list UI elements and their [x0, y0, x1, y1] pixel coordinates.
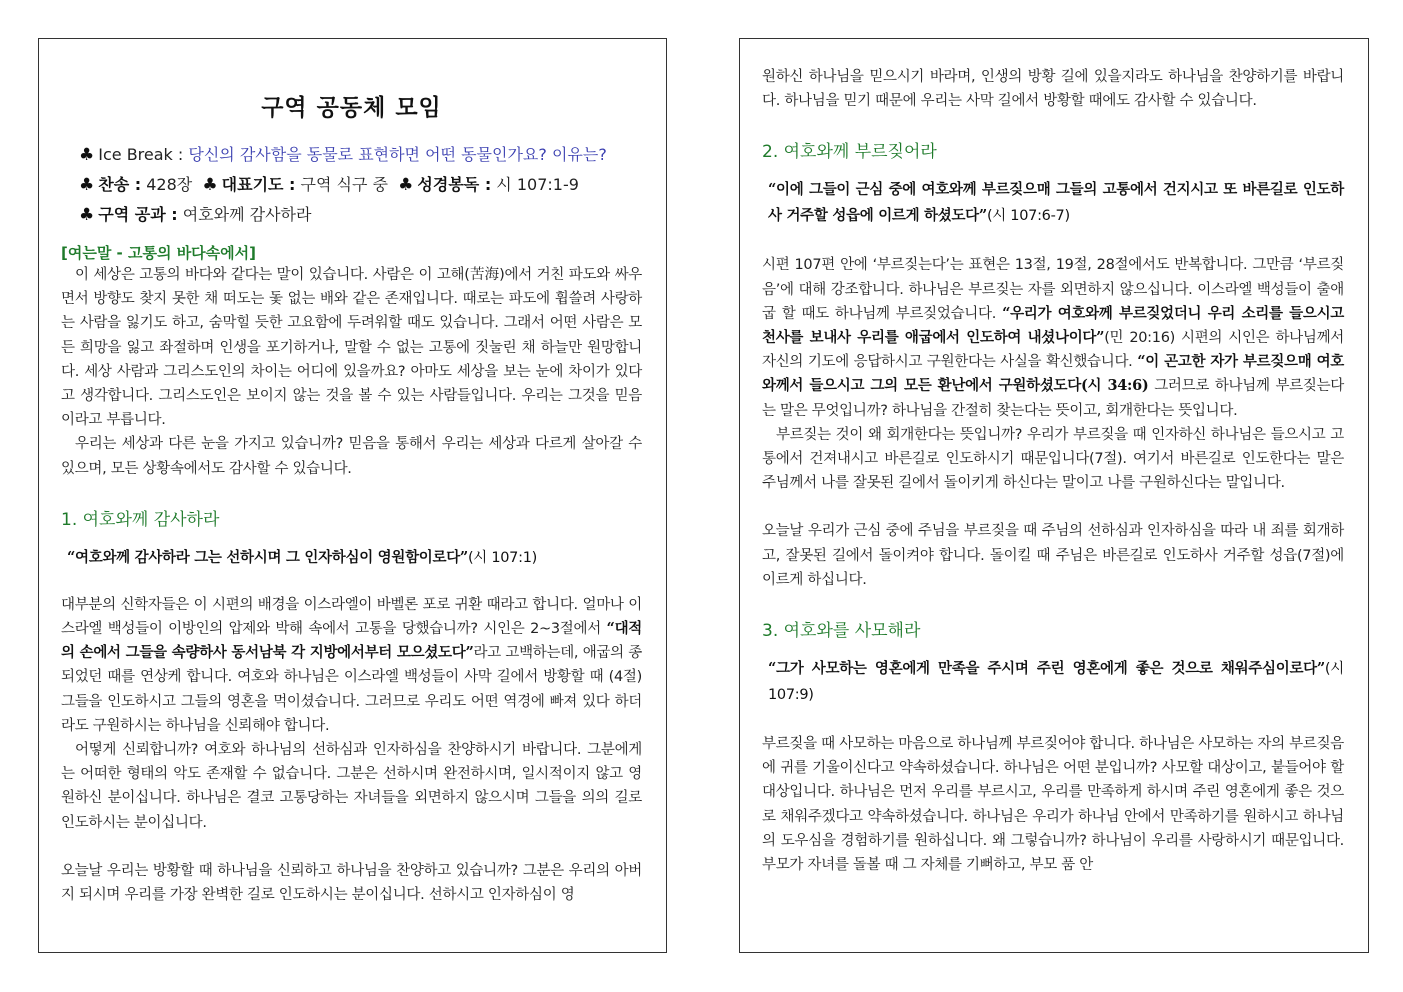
section-2-text: 시편 107편 안에 ‘부르짖는다’는 표현은 13절, 19절, 28절에서도 반복합니다. 그만큼 ‘부르짖음’에 대해 강조합니다. 하나님은 부르짖는 자를 외면하지 않으십니다. 이스라엘 백성들이 출애굽 할 때도 하나님께 부르짖었습니다. — [762, 257, 1344, 322]
section-2-quote: “우리가 여호와께 부르짖었더니 우리 소리를 들으시고 천사를 보내사 우리를 애굽에서 인도하여 내셨나이다” — [762, 304, 1344, 347]
section-2-heading: 2. 여호와께 부르짖어라 — [762, 142, 937, 163]
intro-heading: [여는말 - 고통의 바다속에서] — [61, 244, 256, 262]
meeting-info — [61, 140, 642, 230]
section-1-quote: “대적의 손에서 그들을 속량하사 동서남북 각 지방에서부터 모으셨도다” — [61, 620, 642, 662]
intro-paragraph-1: 이 세상은 고통의 바다와 같다는 말이 있습니다. 사람은 이 고해(苦海)에서 거친 파도와 싸우면서 방향도 찾지 못한 채 떠도는 돛 없는 배와 같은 존재입니다. 때로는 파도에 휩쓸려 사랑하는 사람을 잃기도 하고, 숨막힐 듯한 고요함에 두려워할 때도 있습니다. 그래서 어떤 사람은 모든 희망을 잃고 좌절하며 인생을 포기하거나, 말할 수 없는 고통에 짓눌린 채 하늘만 원망합니다. 세상 사람과 그리스도인의 차이는 어디에 있을까요? 아마도 세상을 보는 눈에 차이가 있다고 생각합니다. 그리스도인은 보이지 않는 것을 볼 수 있는 사람들입니다. 우리는 그것을 믿음이라고 부릅니다. — [61, 267, 642, 429]
hymn-label: 찬송 : — [98, 175, 142, 194]
club-icon: ♣ — [79, 145, 95, 165]
club-icon: ♣ — [202, 175, 218, 195]
section-3-verse — [762, 656, 1344, 708]
reading-value: 시 107:1-9 — [491, 175, 579, 194]
section-1-heading: 1. 여호와께 감사하라 — [61, 509, 220, 530]
section-2-verse-ref: (시 107:6-7) — [986, 208, 1070, 225]
intro-paragraph-2: 우리는 세상과 다른 눈을 가지고 있습니까? 믿음을 통해서 우리는 세상과 다르게 살아갈 수 있으며, 모든 상황속에서도 감사할 수 있습니다. — [61, 436, 642, 477]
continued-paragraph: 원하신 하나님을 믿으시기 바라며, 인생의 방황 길에 있을지라도 하나님을 찬양하기를 바랍니다. 하나님을 믿기 때문에 우리는 사막 길에서 방황할 때에도 감사할 수 있습니다. — [762, 69, 1344, 110]
prayer-label: 대표기도 : — [221, 175, 296, 194]
section-2-quote: “이 곤고한 자가 부르짖으매 여호와께서 들으시고 그의 모든 환난에서 구원하셨도다(시 34:6) — [762, 353, 1344, 395]
order-line — [79, 170, 642, 200]
section-2-paragraph-2: 부르짖는 것이 왜 회개한다는 뜻입니까? 우리가 부르짖을 때 인자하신 하나님은 들으시고 고통에서 건져내시고 바른길로 인도하시기 때문입니다(7절). 여기서 바른길로 인도한다는 말은 주님께서 나를 잘못된 길에서 돌이키게 하신다는 말이고 나를 구원하신다는 말입니다. — [762, 426, 1344, 492]
page-title: 구역 공동체 모임 — [261, 95, 442, 121]
club-icon: ♣ — [398, 175, 414, 195]
left-page — [38, 38, 667, 953]
section-1-verse-ref: (시 107:1) — [467, 549, 537, 566]
section-2-verse — [762, 177, 1344, 229]
lesson-line — [79, 200, 642, 230]
section-1-text: 라고 고백하는데, 애굽의 종되었던 때를 연상케 합니다. 여호와 하나님은 이스라엘 백성들이 사막 길에서 방황할 때 (4절) 그들을 인도하시고 그들의 영혼을 먹이셨습니다. 그러므로 우리도 어떤 역경에 빠져 있다 하더라도 구원하시는 하나님을 신뢰해야 합니다. — [61, 645, 642, 734]
section-3-verse-text: “그가 사모하는 영혼에게 만족을 주시며 주린 영혼에게 좋은 것으로 채워주심이로다” — [768, 660, 1325, 678]
ice-break-line — [79, 140, 642, 170]
section-1-verse — [61, 545, 642, 571]
club-icon: ♣ — [79, 175, 95, 195]
section-1-paragraph-3: 오늘날 우리는 방황할 때 하나님을 신뢰하고 하나님을 찬양하고 있습니까? 그분은 우리의 아버지 되시며 우리를 가장 완벽한 길로 인도하시는 분이십니다. 선하시고 인자하심이 영 — [61, 862, 642, 904]
section-1-verse-text: “여호와께 감사하라 그는 선하시며 그 인자하심이 영원함이로다” — [67, 548, 468, 566]
ice-break-sep: : — [172, 145, 189, 164]
lesson-label: 구역 공과 : — [98, 205, 178, 224]
left-page-content — [61, 39, 642, 907]
section-3-heading: 3. 여호와를 사모해라 — [762, 621, 921, 642]
section-2-verse-text: “이에 그들이 근심 중에 여호와께 부르짖으매 그들의 고통에서 건지시고 또 바른길로 인도하사 거주할 성읍에 이르게 하셨도다” — [768, 181, 1344, 225]
section-2-paragraph-3: 오늘날 우리가 근심 중에 주님을 부르짖을 때 주님의 선하심과 인자하심을 따라 내 죄를 회개하고, 잘못된 길에서 돌이켜야 합니다. 돌이킬 때 주님은 바른길로 인도하사 거주할 성읍(7절)에 이르게 하십니다. — [762, 523, 1344, 588]
lesson-value: 여호와께 감사하라 — [177, 205, 312, 224]
section-1-text: 대부분의 신학자들은 이 시편의 배경을 이스라엘이 바벨론 포로 귀환 때라고 합니다. 얼마나 이스라엘 백성들이 이방인의 압제와 박해 속에서 고통을 당했습니까? 시인은 2~3절에서 — [61, 596, 642, 638]
reading-label: 성경봉독 : — [417, 175, 492, 194]
ice-break-label: Ice Break — [98, 145, 173, 164]
prayer-value: 구역 식구 중 — [295, 175, 388, 194]
ice-break-question: 당신의 감사함을 동물로 표현하면 어떤 동물인가요? 이유는? — [188, 145, 607, 164]
section-2-text: (민 20:16) 시편의 시인은 하나님께서 자신의 기도에 응답하시고 구원한다는 사실을 확신했습니다. — [762, 330, 1344, 371]
club-icon: ♣ — [79, 205, 95, 225]
section-2-paragraph-1 — [762, 253, 1344, 422]
right-page-content — [762, 65, 1344, 877]
right-page — [739, 38, 1369, 953]
section-3-verse-ref: (시 107:9) — [768, 661, 1344, 704]
section-1-paragraph-1 — [61, 593, 642, 738]
hymn-value: 428장 — [141, 175, 193, 194]
section-3-paragraph-1: 부르짖을 때 사모하는 마음으로 하나님께 부르짖어야 합니다. 하나님은 사모하는 자의 부르짖음에 귀를 기울이신다고 약속하셨습니다. 하나님은 어떤 분입니까? 사모할 대상이고, 붙들어야 할 대상입니다. 하나님은 먼저 우리를 부르시고, 우리를 만족하게 하시며 주린 영혼에게 좋은 것으로 채워주겠다고 약속하셨습니다. 하나님은 우리가 하나님 안에서 만족하기를 원하시고 하나님의 도우심을 경험하기를 원하십니다. 왜 그렇습니까? 하나님이 우리를 사랑하시기 때문입니다. 부모가 자녀를 돌볼 때 그 자체를 기뻐하고, 부모 품 안 — [762, 736, 1344, 874]
section-2-text: 그러므로 하나님께 부르짖는다는 말은 무엇입니까? 하나님을 간절히 찾는다는 뜻이고, 회개한다는 뜻입니다. — [762, 378, 1344, 419]
section-1-paragraph-2: 어떻게 신뢰합니까? 여호와 하나님의 선하심과 인자하심을 찬양하시기 바랍니다. 그분에게는 어떠한 형태의 악도 존재할 수 없습니다. 그분은 선하시며 완전하시며, 일시적이지 않고 영원하신 분이십니다. 하나님은 결코 고통당하는 자녀들을 외면하지 않으시며 그들을 의의 길로 인도하시는 분이십니다. — [61, 742, 642, 831]
